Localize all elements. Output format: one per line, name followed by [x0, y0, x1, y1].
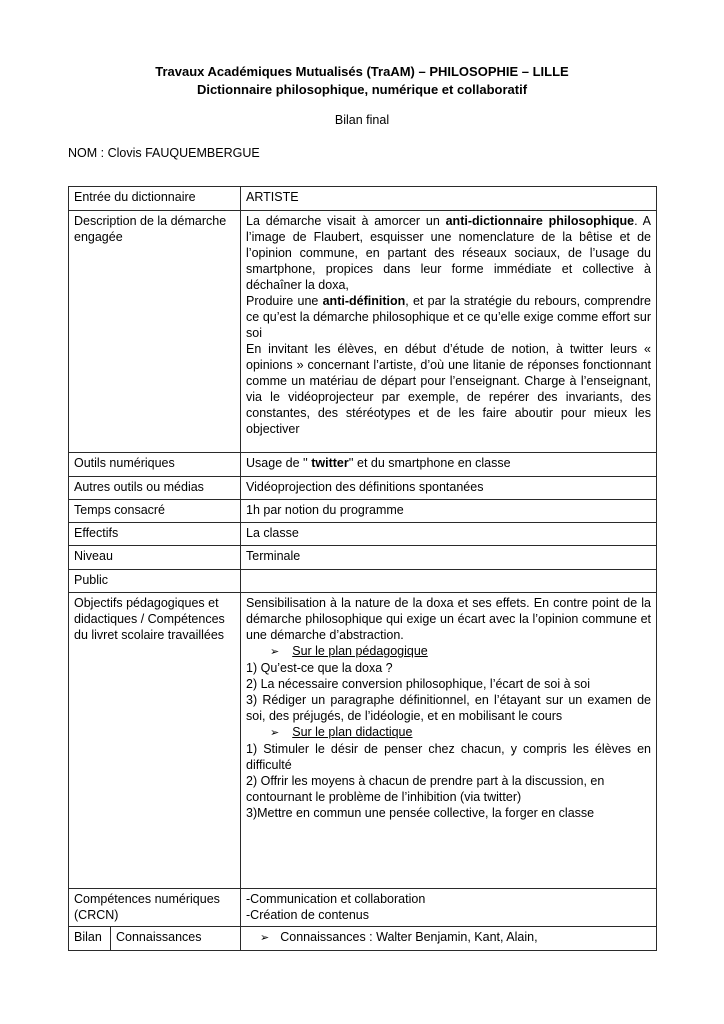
table-row — [69, 927, 657, 951]
row-label-temps: Temps consacré — [69, 500, 241, 523]
description-paragraph-1: La démarche visait à amorcer un anti-dictionnaire philosophique. A l’image de Flaubert, esquisser une nomenclature de la bêtise et de l’opinion commune, en partant des réseaux sociaux, de l’usage du smartphone, propices dans leur forme immédiate et collective à déchaîner la doxa, — [246, 214, 652, 292]
description-paragraph-3: En invitant les élèves, en début d’étude de notion, à twitter leurs « opinions » concernant l’artiste, d’où une litanie de réponses fonctionnant comme un matériau de départ pour l’enseignant. Charge à l’enseignant, via le vidéoprojecteur par exemple, de repérer des invariants, des constantes, des stéréotypes et de les faire aboutir pour mieux les objectiver — [246, 342, 652, 436]
pedagogique-item-3: 3) Rédiger un paragraphe définitionnel, en l’étayant sur un examen de soi, des préjugés, de l’idéologie, et en mobilisant le cours — [246, 693, 652, 723]
row-label-effectifs: Effectifs — [69, 523, 241, 546]
row-sublabel-connaissances: Connaissances — [111, 927, 241, 951]
row-label-public: Public — [69, 570, 241, 593]
row-label-bilan: Bilan — [69, 927, 111, 951]
bilan-connaissances-line: ➢ Connaissances : Walter Benjamin, Kant, Alain, — [260, 930, 538, 944]
row-label-niveau: Niveau — [69, 546, 241, 570]
row-value-niveau: Terminale — [241, 546, 657, 570]
table-row — [69, 889, 657, 927]
table-row — [69, 500, 657, 523]
row-label-autres: Autres outils ou médias — [69, 477, 241, 500]
heading-didactique: ➢ Sur le plan didactique — [270, 725, 413, 739]
title-line-1: Travaux Académiques Mutualisés (TraAM) – PHILOSOPHIE – LILLE — [155, 64, 569, 79]
row-label-outils: Outils numériques — [69, 453, 241, 477]
author-name-line: NOM : Clovis FAUQUEMBERGUE — [68, 146, 260, 160]
table-row — [69, 211, 657, 453]
table-row — [69, 477, 657, 500]
pedagogique-item-2: 2) La nécessaire conversion philosophique, l’écart de soi à soi — [246, 677, 590, 691]
row-value-bilan — [241, 927, 657, 951]
table-row — [69, 570, 657, 593]
row-value-autres: Vidéoprojection des définitions spontanées — [241, 477, 657, 500]
row-value-description — [241, 211, 657, 453]
row-value-public — [241, 570, 657, 593]
arrow-bullet-icon: ➢ — [270, 646, 280, 658]
competence-line-1: -Communication et collaboration — [246, 892, 426, 906]
didactique-item-1: 1) Stimuler le désir de penser chez chacun, y compris les élèves en difficulté — [246, 742, 652, 772]
document-subtitle: Bilan final — [334, 113, 390, 127]
table-row — [69, 187, 657, 211]
arrow-bullet-icon: ➢ — [270, 727, 280, 739]
didactique-item-3: 3)Mettre en commun une pensée collective, la forger en classe — [246, 806, 595, 820]
row-label-objectifs: Objectifs pédagogiques et didactiques / Compétences du livret scolaire travaillées — [69, 593, 241, 889]
didactique-item-2: 2) Offrir les moyens à chacun de prendre part à la discussion, en contournant le problème de l’inhibition (via twitter) — [246, 774, 605, 804]
pedagogique-item-1: 1) Qu’est-ce que la doxa ? — [246, 661, 393, 675]
row-label-entree: Entrée du dictionnaire — [69, 187, 241, 211]
row-value-effectifs: La classe — [241, 523, 657, 546]
table-row — [69, 453, 657, 477]
row-value-objectifs — [241, 593, 657, 889]
document-title — [0, 0, 724, 99]
row-value-outils: Usage de '' twitter'' et du smartphone en classe — [241, 453, 657, 477]
row-value-competences — [241, 889, 657, 927]
row-value-entree: ARTISTE — [241, 187, 657, 211]
row-value-temps: 1h par notion du programme — [241, 500, 657, 523]
description-paragraph-2: Produire une anti-définition, et par la stratégie du rebours, comprendre ce qu’est la démarche philosophique et ce qu’elle exige comme effort sur soi — [246, 294, 652, 340]
table-row — [69, 523, 657, 546]
title-line-2: Dictionnaire philosophique, numérique et collaboratif — [196, 82, 528, 97]
competence-line-2: -Création de contenus — [246, 908, 370, 922]
objectifs-intro: Sensibilisation à la nature de la doxa et ses effets. En contre point de la démarche philosophique qui exige un écart avec la l’opinion commune et une démarche d’abstraction. — [246, 596, 652, 642]
report-table — [68, 186, 657, 951]
row-label-competences: Compétences numériques (CRCN) — [69, 889, 241, 927]
arrow-bullet-icon: ➢ — [260, 932, 270, 944]
heading-pedagogique: ➢ Sur le plan pédagogique — [270, 644, 428, 658]
table-row — [69, 593, 657, 889]
table-row — [69, 546, 657, 570]
row-label-description: Description de la démarche engagée — [69, 211, 241, 453]
